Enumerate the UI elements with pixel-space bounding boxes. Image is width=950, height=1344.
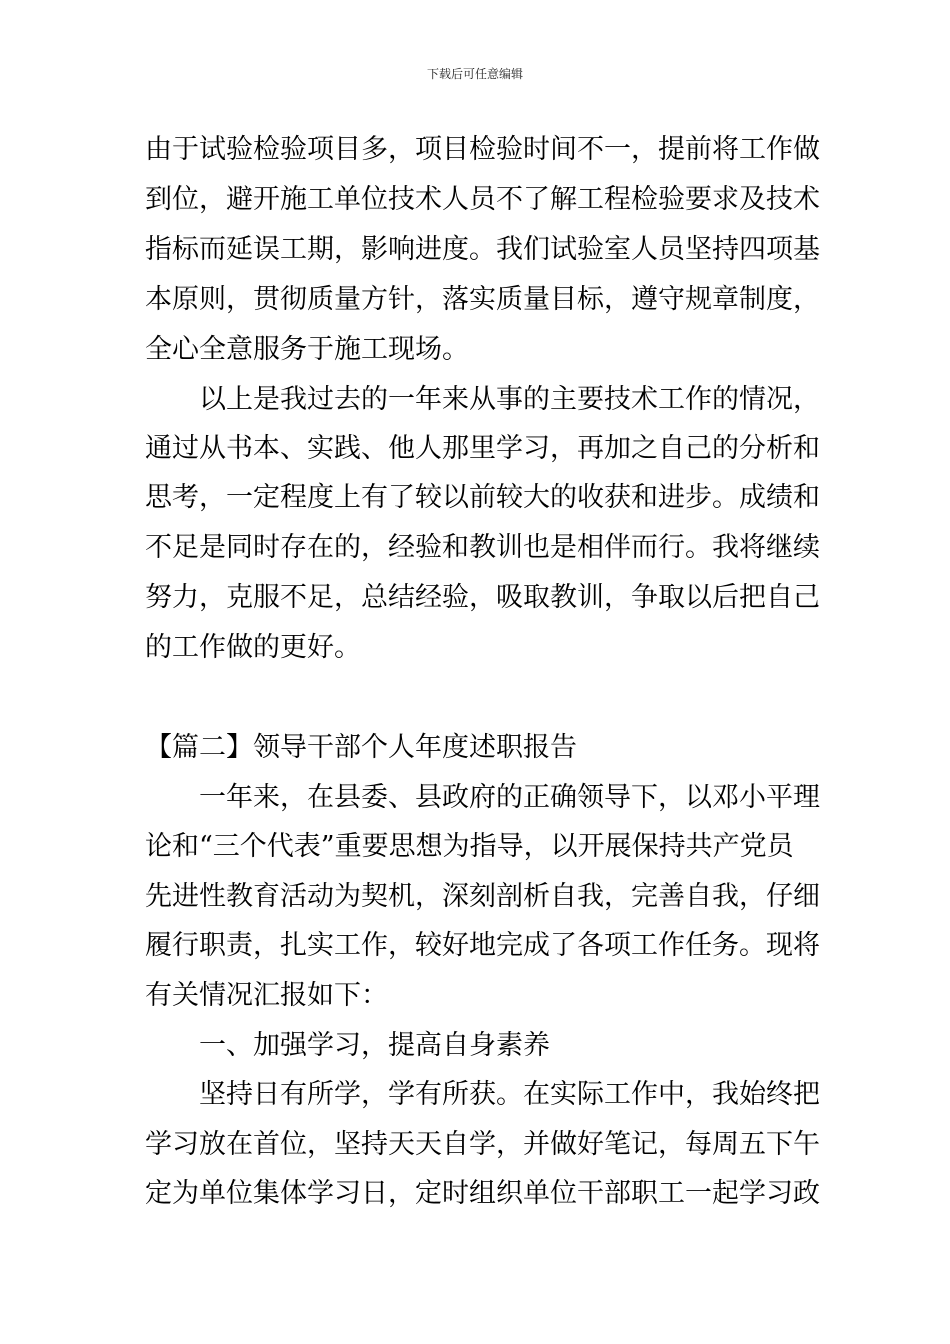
body-line: 履行职责，扎实工作，较好地完成了各项工作任务。现将 <box>145 930 820 961</box>
body-line: 论和“三个代表”重要思想为指导，以开展保持共产党员 <box>145 831 794 862</box>
section-heading: 【篇二】领导干部个人年度述职报告 <box>145 732 577 763</box>
body-line: 以上是我过去的一年来从事的主要技术工作的情况， <box>145 384 820 415</box>
body-line: 通过从书本、实践、他人那里学习，再加之自己的分析和 <box>145 433 820 464</box>
body-line: 有关情况汇报如下： <box>145 980 388 1011</box>
body-line: 努力，克服不足，总结经验，吸取教训，争取以后把自己 <box>145 582 820 613</box>
body-line: 思考，一定程度上有了较以前较大的收获和进步。成绩和 <box>145 482 820 513</box>
body-line: 本原则，贯彻质量方针，落实质量目标，遵守规章制度， <box>145 284 820 315</box>
page-header: 下载后可任意编辑 <box>426 67 523 81</box>
body-line: 定为单位集体学习日，定时组织单位干部职工一起学习政 <box>145 1178 820 1209</box>
body-line: 学习放在首位，坚持天天自学，并做好笔记，每周五下午 <box>145 1129 820 1160</box>
body-line: 不足是同时存在的，经验和教训也是相伴而行。我将继续 <box>145 532 820 563</box>
body-line: 的工作做的更好。 <box>145 632 361 663</box>
body-line: 到位，避开施工单位技术人员不了解工程检验要求及技术 <box>145 184 820 215</box>
subsection-heading: 一、加强学习，提高自身素养 <box>145 1030 550 1061</box>
body-line: 一年来，在县委、县政府的正确领导下，以邓小平理 <box>145 782 820 813</box>
body-line: 坚持日有所学，学有所获。在实际工作中，我始终把 <box>145 1079 820 1110</box>
body-line: 先进性教育活动为契机，深刻剖析自我，完善自我，仔细 <box>145 881 820 912</box>
body-line: 由于试验检验项目多，项目检验时间不一，提前将工作做 <box>145 134 820 165</box>
body-line: 全心全意服务于施工现场。 <box>145 334 469 365</box>
body-line: 指标而延误工期，影响进度。我们试验室人员坚持四项基 <box>145 234 820 265</box>
